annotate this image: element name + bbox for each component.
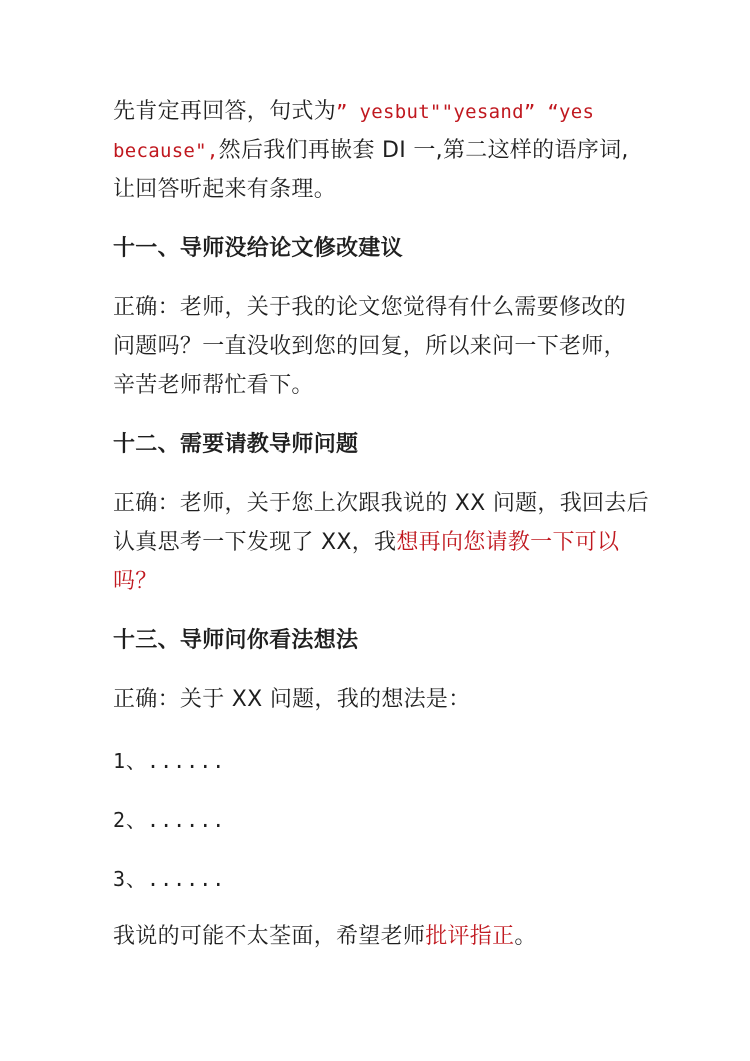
section-12-line-3-highlight: 吗？ <box>113 569 158 594</box>
list-item-1: 1、...... <box>113 749 226 773</box>
closing-text: 我说的可能不太荃面，希望老师 <box>113 924 426 949</box>
list-item-3: 3、...... <box>113 867 226 891</box>
section-12-heading: 十二、需要请教导师问题 <box>113 432 359 457</box>
closing-highlight: 批评指正 <box>425 924 515 949</box>
section-11-line-1: 正确：老师，关于我的论文您觉得有什么需要修改的 <box>113 295 626 320</box>
intro-line-3-text: 让回答听起来有条理。 <box>113 177 337 202</box>
section-12-line-2-text: 认真思考一下发现了 XX，我 <box>113 530 397 555</box>
section-12-line-1: 正确：老师，关于您上次跟我说的 XX 问题，我回去后 <box>113 491 649 516</box>
intro-line-2 <box>113 136 629 166</box>
section-13-line-1: 正确：关于 XX 问题，我的想法是： <box>113 687 471 712</box>
section-12-line-2 <box>113 528 619 558</box>
intro-line-2-text: 然后我们再嵌套 DI 一,第二这样的语序词, <box>218 138 629 163</box>
section-13-heading: 十三、导师问你看法想法 <box>113 628 359 653</box>
closing-end: 。 <box>514 924 537 949</box>
list-item-2: 2、...... <box>113 808 226 832</box>
intro-line-1-text: 先肯定再回答，句式为 <box>113 99 337 124</box>
intro-line-3 <box>113 175 336 205</box>
intro-line-2-quote: because", <box>113 140 219 162</box>
section-12-line-2-highlight: 想再向您请教一下可以 <box>396 530 620 555</box>
section-11-heading: 十一、导师没给论文修改建议 <box>113 236 403 261</box>
section-11-line-2: 问题吗？一直没收到您的回复，所以来问一下老师， <box>113 334 626 359</box>
intro-line-1 <box>113 97 594 127</box>
section-11-line-3: 辛苦老师帮忙看下。 <box>113 373 314 398</box>
closing-line <box>113 922 537 952</box>
intro-line-1-quote: ” yesbut""yesand” “yes <box>336 101 595 123</box>
